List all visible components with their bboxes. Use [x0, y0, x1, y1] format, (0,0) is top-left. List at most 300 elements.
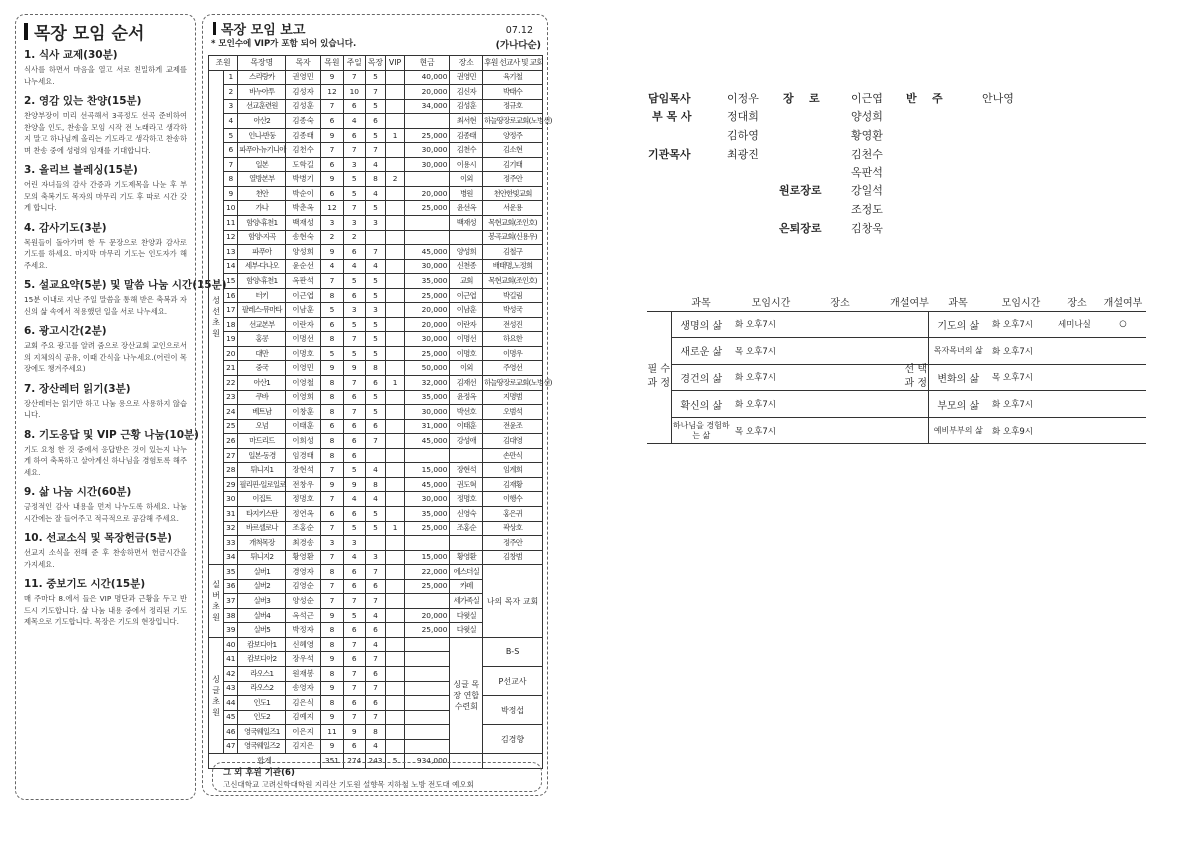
sunday-count: 7	[343, 201, 365, 216]
row-number: 25	[224, 419, 238, 434]
farm-name: 바누아투	[238, 85, 286, 100]
farm-name: 개척목장	[238, 536, 286, 551]
table-row	[209, 274, 543, 289]
row-number: 8	[224, 172, 238, 187]
order-section-title: 7. 장산레터 읽기(3분)	[24, 382, 131, 395]
offering-amount: 45,000	[404, 477, 450, 492]
sunday-count: 10	[343, 85, 365, 100]
required-header-place: 장소	[811, 293, 869, 311]
offering-amount	[404, 594, 450, 609]
members-count: 9	[321, 710, 344, 725]
place: 신천종	[450, 259, 483, 274]
place: 카페	[450, 579, 483, 594]
members-count: 6	[321, 157, 344, 172]
farm-name: 캄보디아2	[238, 652, 286, 667]
meeting-count: 6	[365, 419, 386, 434]
offering-amount: 20,000	[404, 186, 450, 201]
support-church: 정주안	[483, 536, 543, 551]
farm-name: 팔레스-뮤마타	[238, 303, 286, 318]
vip-count	[386, 448, 404, 463]
farm-name: 아산1	[238, 376, 286, 391]
vip-count	[386, 390, 404, 405]
support-church: 봉곡교회(신용우)	[483, 230, 543, 245]
course-place	[1054, 417, 1100, 444]
row-number: 29	[224, 477, 238, 492]
sunday-count: 6	[343, 99, 365, 114]
vip-count	[386, 696, 404, 711]
place: 권영민	[450, 70, 483, 85]
place: 윤정옥	[450, 390, 483, 405]
table-row	[209, 492, 543, 507]
order-section	[24, 163, 187, 214]
meeting-count: 6	[365, 579, 386, 594]
farm-name: 함양-휴천1	[238, 216, 286, 231]
offering-amount: 25,000	[404, 201, 450, 216]
place: 최서현	[450, 114, 483, 129]
place: 교회	[450, 274, 483, 289]
order-section	[24, 485, 187, 524]
order-section-title: 9. 삶 나눔 시간(60분)	[24, 486, 132, 498]
row-number: 39	[224, 623, 238, 638]
table-row	[209, 143, 543, 158]
sunday-count: 3	[343, 536, 365, 551]
members-count: 9	[321, 172, 344, 187]
offering-amount: 35,000	[404, 506, 450, 521]
sunday-count: 6	[343, 434, 365, 449]
members-count: 9	[321, 70, 344, 85]
course-place	[811, 417, 869, 444]
support-church: 양정주	[483, 128, 543, 143]
offering-amount: 25,000	[404, 623, 450, 638]
support-church: 김재황	[483, 477, 543, 492]
support-church: 정규호	[483, 99, 543, 114]
vip-count	[386, 725, 404, 740]
members-count: 5	[321, 303, 344, 318]
members-count: 6	[321, 186, 344, 201]
title-bar-icon	[24, 23, 28, 40]
table-row	[209, 419, 543, 434]
sunday-count: 6	[343, 448, 365, 463]
offering-amount	[404, 216, 450, 231]
sunday-count: 9	[343, 477, 365, 492]
meeting-count: 5	[365, 99, 386, 114]
sunday-count: 6	[343, 739, 365, 754]
order-section-body: 기도 요청 한 것 중에서 응답받은 것이 있는지 나누게 하여 축복하고 살아계신 하나님을 경험토록 해주세요.	[24, 444, 187, 477]
offering-amount	[404, 114, 450, 129]
table-row	[209, 376, 543, 391]
leader-name: 이란자	[286, 317, 321, 332]
assoc-pastor-1: 정대희	[727, 110, 759, 123]
course-place	[811, 338, 869, 365]
leader-name: 신혜영	[286, 637, 321, 652]
meeting-count: 5	[365, 390, 386, 405]
table-row	[209, 346, 543, 361]
support-church: 배태명,노정희	[483, 259, 543, 274]
meeting-count	[365, 230, 386, 245]
leader-name: 양성순	[286, 594, 321, 609]
members-count: 7	[321, 492, 344, 507]
order-section	[24, 94, 187, 156]
leader-name: 송현숙	[286, 230, 321, 245]
course-name: 예비부부의 삶	[928, 417, 988, 444]
place: 이외	[450, 172, 483, 187]
table-row	[209, 317, 543, 332]
members-count: 7	[321, 274, 344, 289]
meeting-order-title	[24, 19, 187, 44]
group-name-cell: 성 선 초 원	[209, 70, 224, 565]
row-number: 31	[224, 506, 238, 521]
table-row	[209, 666, 543, 681]
total-label: 합계	[209, 754, 321, 769]
members-count: 7	[321, 99, 344, 114]
table-row	[209, 128, 543, 143]
leader-name: 도학길	[286, 157, 321, 172]
farm-name: 쿠바	[238, 390, 286, 405]
sunday-count: 7	[343, 332, 365, 347]
members-count: 8	[321, 434, 344, 449]
vip-count	[386, 594, 404, 609]
course-place	[811, 311, 869, 338]
place: 에스더실	[450, 565, 483, 580]
leader-name: 백재성	[286, 216, 321, 231]
meeting-count: 6	[365, 114, 386, 129]
offering-amount	[404, 681, 450, 696]
offering-amount: 25,000	[404, 521, 450, 536]
course-open	[1100, 364, 1146, 391]
meeting-count: 4	[365, 259, 386, 274]
sunday-count: 5	[343, 346, 365, 361]
course-name: 부모의 삶	[928, 391, 988, 418]
other-support-title: 그 외 후원 기관(6)	[223, 768, 295, 778]
vip-count	[386, 565, 404, 580]
offering-amount: 45,000	[404, 434, 450, 449]
support-church: 주영선	[483, 361, 543, 376]
support-church: 하늘땅장로교회(노병선)	[483, 114, 543, 129]
vip-count: 1	[386, 376, 404, 391]
farm-name: 천안	[238, 186, 286, 201]
leader-name: 김영순	[286, 579, 321, 594]
farm-name: 파푸아-뉴기니아	[238, 143, 286, 158]
course-place	[1054, 364, 1100, 391]
row-number: 42	[224, 666, 238, 681]
senior-pastor: 이정우	[727, 92, 759, 105]
members-count: 3	[321, 216, 344, 231]
course-open	[1100, 417, 1146, 444]
report-title-text: 목장 모임 보고	[221, 23, 306, 38]
support-church: 목현교회(조인호)	[483, 274, 543, 289]
course-row	[904, 417, 1146, 444]
course-name: 기도의 삶	[928, 311, 988, 338]
place: 다윗실	[450, 608, 483, 623]
course-open	[1100, 391, 1146, 418]
support-church: 박태수	[483, 85, 543, 100]
total-members: 351	[321, 754, 344, 769]
report-title	[213, 19, 305, 38]
members-count: 8	[321, 390, 344, 405]
vip-count	[386, 114, 404, 129]
table-row	[209, 85, 543, 100]
vip-count	[386, 70, 404, 85]
members-count: 12	[321, 201, 344, 216]
header-meeting: 목장	[365, 56, 386, 71]
members-count: 8	[321, 565, 344, 580]
row-number: 33	[224, 536, 238, 551]
sunday-count: 5	[343, 463, 365, 478]
row-number: 21	[224, 361, 238, 376]
meeting-count: 5	[365, 317, 386, 332]
header-vip: VIP	[386, 56, 404, 71]
institution-pastor: 최광진	[727, 148, 759, 161]
members-count: 7	[321, 143, 344, 158]
row-number: 6	[224, 143, 238, 158]
farm-name: 바르셀로나	[238, 521, 286, 536]
meeting-count: 8	[365, 172, 386, 187]
members-count: 4	[321, 259, 344, 274]
members-count: 8	[321, 623, 344, 638]
row-number: 36	[224, 579, 238, 594]
row-number: 45	[224, 710, 238, 725]
members-count: 8	[321, 696, 344, 711]
offering-amount: 35,000	[404, 390, 450, 405]
vip-count	[386, 492, 404, 507]
support-church: 임계희	[483, 463, 543, 478]
meeting-count: 4	[365, 608, 386, 623]
support-block: B-S	[483, 637, 543, 666]
course-name: 변화의 삶	[928, 364, 988, 391]
leader-name: 옥판석	[286, 274, 321, 289]
farm-name: 아산2	[238, 114, 286, 129]
leader-name: 이영희	[286, 390, 321, 405]
meeting-count: 3	[365, 550, 386, 565]
members-count: 7	[321, 550, 344, 565]
offering-amount: 30,000	[404, 259, 450, 274]
course-name: 경건의 삶	[671, 364, 731, 391]
meeting-count: 8	[365, 477, 386, 492]
order-section-title: 5. 설교요약(5분) 및 말씀 나눔 시간(15분)	[24, 279, 227, 291]
meeting-count: 5	[365, 506, 386, 521]
vip-count	[386, 274, 404, 289]
course-time: 화 오후7시	[731, 311, 811, 338]
vip-count	[386, 536, 404, 551]
members-count: 9	[321, 245, 344, 260]
course-time: 화 오후7시	[988, 338, 1054, 365]
elder-2: 양성희	[851, 110, 883, 123]
elder-4: 김천수	[851, 148, 883, 161]
support-church: 오범석	[483, 405, 543, 420]
farm-name: 선교본부	[238, 317, 286, 332]
row-number: 3	[224, 99, 238, 114]
place: 황영환	[450, 550, 483, 565]
row-number: 20	[224, 346, 238, 361]
table-row	[209, 114, 543, 129]
meeting-count	[365, 536, 386, 551]
meeting-count: 7	[365, 143, 386, 158]
meeting-count: 5	[365, 201, 386, 216]
support-block: 박정섭	[483, 696, 543, 725]
sunday-count: 6	[343, 288, 365, 303]
members-count: 9	[321, 128, 344, 143]
row-number: 41	[224, 652, 238, 667]
leader-name: 송영자	[286, 681, 321, 696]
table-row	[209, 463, 543, 478]
members-count: 8	[321, 405, 344, 420]
place: 병원	[450, 186, 483, 201]
offering-amount: 40,000	[404, 70, 450, 85]
offering-amount: 20,000	[404, 303, 450, 318]
meeting-count: 6	[365, 376, 386, 391]
course-open	[1100, 338, 1146, 365]
table-row	[209, 99, 543, 114]
order-section-title: 11. 중보기도 시간(15분)	[24, 578, 146, 590]
course-category: 선 택 과 정	[904, 311, 928, 444]
support-church: 서운용	[483, 201, 543, 216]
support-church: 천안한빛교회	[483, 186, 543, 201]
header-members: 목원	[321, 56, 344, 71]
elder-label: 장 로	[783, 92, 820, 105]
support-church: 박성국	[483, 303, 543, 318]
order-section	[24, 221, 187, 272]
total-money: 934,000	[404, 754, 450, 769]
course-place	[1054, 391, 1100, 418]
row-number: 1	[224, 70, 238, 85]
offering-amount: 30,000	[404, 157, 450, 172]
row-number: 22	[224, 376, 238, 391]
leader-name: 김은식	[286, 696, 321, 711]
row-number: 24	[224, 405, 238, 420]
members-count: 9	[321, 608, 344, 623]
row-number: 7	[224, 157, 238, 172]
sunday-count: 3	[343, 216, 365, 231]
meeting-count: 5	[365, 128, 386, 143]
table-row	[209, 361, 543, 376]
vip-count: 1	[386, 128, 404, 143]
report-date: 07.12	[505, 25, 533, 36]
table-row	[209, 390, 543, 405]
offering-amount	[404, 536, 450, 551]
leader-name: 장현석	[286, 463, 321, 478]
course-time: 목 오후7시	[731, 338, 811, 365]
farm-name: 필리핀-일로일로	[238, 477, 286, 492]
leader-name: 김종숙	[286, 114, 321, 129]
offering-amount: 25,000	[404, 288, 450, 303]
leader-name: 옥석근	[286, 608, 321, 623]
place: 장현석	[450, 463, 483, 478]
sunday-count: 7	[343, 143, 365, 158]
members-count: 6	[321, 506, 344, 521]
place: 이란자	[450, 317, 483, 332]
offering-amount	[404, 739, 450, 754]
required-header-name: 과목	[671, 293, 731, 311]
leader-name: 이근엽	[286, 288, 321, 303]
farm-name: 영국웨일즈2	[238, 739, 286, 754]
required-header-open: 개설여부	[869, 293, 950, 311]
order-section-title: 6. 광고시간(2분)	[24, 325, 107, 337]
place: 양성희	[450, 245, 483, 260]
place: 세가족실	[450, 594, 483, 609]
order-section-title: 10. 선교소식 및 목장헌금(5분)	[24, 532, 172, 544]
meeting-count: 7	[365, 652, 386, 667]
offering-amount	[404, 448, 450, 463]
meeting-count: 5	[365, 274, 386, 289]
course-row	[904, 364, 1146, 391]
support-church: 이명우	[483, 346, 543, 361]
order-section-body: 15분 이내로 지난 주일 말씀을 통해 받은 축복과 자신의 삶 속에서 적용했던 일을 서로 나누세요.	[24, 295, 187, 316]
offering-amount	[404, 230, 450, 245]
farm-name: 대만	[238, 346, 286, 361]
course-time: 화 오후7시	[731, 364, 811, 391]
table-row	[209, 565, 543, 580]
place: 조홍순	[450, 521, 483, 536]
table-row	[209, 216, 543, 231]
table-row	[209, 288, 543, 303]
order-section-body: 어린 자녀들의 감사 간증과 기도제목을 나눈 후 부모의 축복기도 목자의 마무리 기도 후 따로 시간 갖게 합니다.	[24, 180, 187, 212]
row-number: 28	[224, 463, 238, 478]
members-count: 8	[321, 637, 344, 652]
meeting-count: 8	[365, 361, 386, 376]
course-time: 목 오후7시	[988, 364, 1054, 391]
order-section	[24, 48, 187, 87]
row-number: 23	[224, 390, 238, 405]
row-number: 4	[224, 114, 238, 129]
offering-amount: 34,000	[404, 99, 450, 114]
meeting-count: 4	[365, 157, 386, 172]
order-section-title: 2. 영감 있는 찬양(15분)	[24, 95, 142, 107]
vip-count	[386, 623, 404, 638]
vip-count: 1	[386, 521, 404, 536]
meeting-count: 4	[365, 463, 386, 478]
senior-pastor-label: 담임목사	[648, 92, 691, 105]
support-church: 정주안	[483, 172, 543, 187]
leader-name: 김지은	[286, 739, 321, 754]
leader-name: 김종태	[286, 128, 321, 143]
members-count: 9	[321, 739, 344, 754]
retired-elder-label: 은퇴장로	[779, 222, 822, 235]
vip-count	[386, 143, 404, 158]
order-section-body: 장산레터는 읽기만 하고 나눔 용으로 사용하지 않습니다.	[24, 398, 187, 419]
offering-amount	[404, 725, 450, 740]
offering-amount: 20,000	[404, 317, 450, 332]
header-place: 장소	[450, 56, 483, 71]
place: 권도혁	[450, 477, 483, 492]
institution-pastor-label: 기관목사	[648, 148, 691, 161]
meeting-count: 5	[365, 332, 386, 347]
farm-name: 오넘	[238, 419, 286, 434]
vip-count	[386, 434, 404, 449]
leader-name: 경영자	[286, 565, 321, 580]
farm-name: 선교훈련원	[238, 99, 286, 114]
meeting-count: 3	[365, 303, 386, 318]
report-order-note: (가나다순)	[495, 40, 541, 51]
meeting-order-title-text: 목장 모임 순서	[34, 24, 145, 44]
farm-name: 가나	[238, 201, 286, 216]
order-section-title: 3. 올리브 블레싱(15분)	[24, 164, 138, 176]
table-row	[209, 725, 543, 740]
course-time: 화 오후9시	[988, 417, 1054, 444]
table-row	[209, 186, 543, 201]
vip-count	[386, 361, 404, 376]
offering-amount	[404, 710, 450, 725]
farm-name: 라오스1	[238, 666, 286, 681]
course-place: 세미나실	[1054, 311, 1100, 338]
meeting-count: 5	[365, 405, 386, 420]
accompanist-label: 반 주	[906, 92, 943, 105]
sunday-count: 5	[343, 521, 365, 536]
report-table	[208, 55, 552, 769]
row-number: 10	[224, 201, 238, 216]
meeting-count: 4	[365, 637, 386, 652]
farm-name: 캄보디아1	[238, 637, 286, 652]
offering-amount: 35,000	[404, 274, 450, 289]
